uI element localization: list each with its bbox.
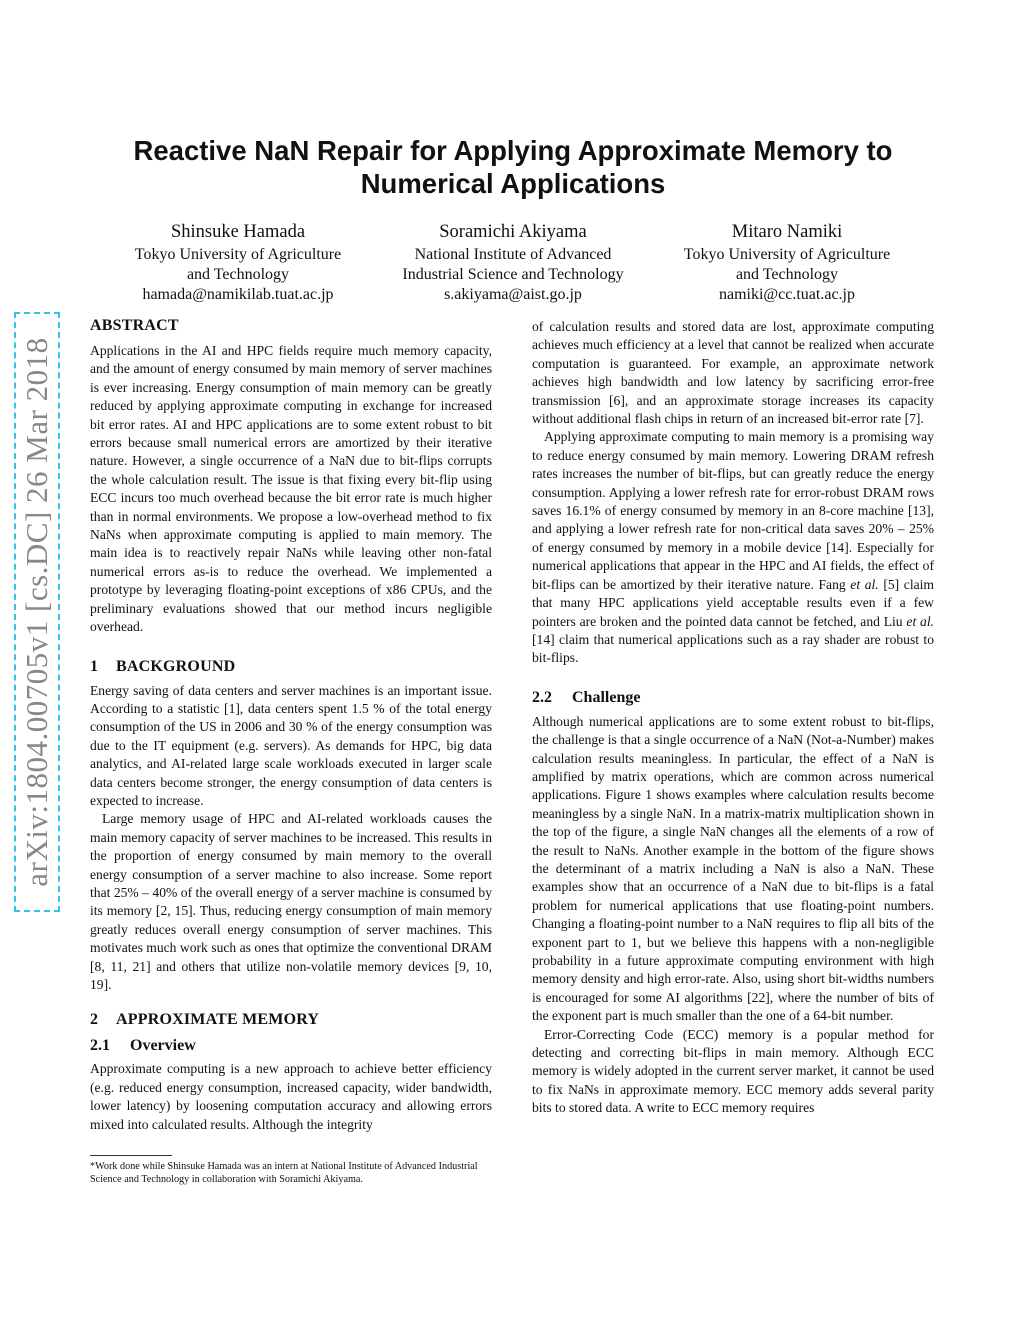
subsection-title: Challenge <box>572 688 641 706</box>
footnote-rule <box>90 1155 172 1156</box>
abstract-heading: ABSTRACT <box>90 317 179 334</box>
author-email: s.akiyama@aist.go.jp <box>444 286 582 303</box>
author-affiliation: and Technology <box>186 266 290 283</box>
author-affiliation: Tokyo University of Agriculture <box>683 246 891 263</box>
section-heading <box>90 1010 492 1030</box>
author-affiliation: and Technology <box>735 266 839 283</box>
section-title: APPROXIMATE MEMORY <box>116 1011 320 1029</box>
paragraph: of calculation results and stored data are lost, approximate computing achieves much efficiency at a level that cannot be realized when accurate computation is guaranteed. For example, an approximate network achieves high bandwidth and low latency by sacrificing error-free transmission [6], and an approximate storage increases its capacity without additional flash chips in return of an increased bit-error rate [7]. <box>532 319 934 427</box>
subsection-title: Overview <box>130 1037 196 1055</box>
paragraph: Although numerical applications are to some extent robust to bit-flips, the challenge is that a single occurrence of a NaN (Not-a-Number) makes calculation results meaningless. In particular, the effect of a NaN is amplified by matrix operations, which are common across numerical applications. Figure 1 shows examples where calculation results become meaningless by a single NaN. In a matrix-matrix multiplication shown in the top of the figure, a single NaN changes all the elements of a row of the result to NaNs. Another example in the bottom of the figure shows the determinant of a matrix including a NaN is also a NaN. These examples show that an occurrence of a NaN due to bit-flips is a fatal problem for numerical applications that use floating-point numbers. Changing a floating-point number to a NaN requires to flip all bits of the exponent part to 1, but we believe this happens with a non-negligible probability in a future approximate computing environment with high memory density and high error-rate. Also, using short bit-widths numbers is encouraged for some AI algorithms [22], where the number of bits of the exponent part is much smaller than the one of a 64-bit number. <box>532 713 934 1024</box>
author-name: Mitaro Namiki <box>731 222 843 242</box>
arxiv-identifier: arXiv:1804.00705v1 [cs.DC] 26 Mar 2018 <box>19 337 54 887</box>
section-number: 1 <box>90 657 99 675</box>
et-al: et al. <box>850 576 879 592</box>
author-affiliation: Tokyo University of Agriculture <box>134 246 342 263</box>
author-affiliation: National Institute of Advanced <box>414 246 612 263</box>
author-email: hamada@namikilab.tuat.ac.jp <box>142 286 334 303</box>
subsection-number: 2.1 <box>90 1037 110 1055</box>
left-column <box>90 316 492 1134</box>
et-al: et al. <box>906 613 934 629</box>
author-email: namiki@cc.tuat.ac.jp <box>718 286 855 303</box>
footnote: *Work done while Shinsuke Hamada was an intern at National Institute of Advanced Industrial Science and Technology in collaboration with Soramichi Akiyama. <box>90 1161 478 1185</box>
subsection-heading <box>90 1036 492 1056</box>
subsection-number: 2.2 <box>532 688 552 706</box>
section-title: BACKGROUND <box>116 657 236 675</box>
paragraph: Large memory usage of HPC and AI-related workloads causes the main memory capacity of server machines to be increased. This results in the proportion of energy consumed by main memory to the overall energy consumption of a server machine to also increase. Some report that 25% – 40% of the overall energy of a server machine is consumed by its memory [2, 15]. Thus, reducing energy consumption of main memory greatly reduces overall energy consumption of server machines. This motivates much work such as ones that optimize the conventional DRAM [8, 11, 21] and others that utilize non-volatile memory devices [9, 10, 19]. <box>90 811 492 992</box>
paragraph: Approximate computing is a new approach to achieve better efficiency (e.g. reduced energy consumption, increased capacity, wider bandwidth, lower latency) by loosening computation accuracy and allowing errors mixed into calculated results. Although the integrity <box>90 1061 492 1132</box>
paragraph: Applying approximate computing to main memory is a promising way to reduce energy consumed by main memory. Lowering DRAM refresh rates increases the number of bit-flips, but can greatly reduce the energy consumption. Applying a lower refresh rate for error-robust DRAM rows saves 16.1% of energy consumed by memory in an 8-core machine [13], and applying a lower refresh rate for non-critical data saves 20% – 25% of energy consumed by memory in a mobile device [14]. Especially for numerical applications that appear in the HPC and AI fields, the effect of bit-flips can be amortized by their iterative nature. Fang et al. [5] claim that many HPC applications yield acceptable results even if a few pointers are broken and the pointed data cannot be fetched, and Liu et al. [14] claim that numerical applications such as a ray shader are robust to bit-flips. <box>532 429 934 666</box>
author-affiliation: Industrial Science and Technology <box>402 266 624 283</box>
paper-title: Reactive NaN Repair for Applying Approximate Memory to Numerical Applications <box>133 135 893 199</box>
author-block-2 <box>363 220 663 305</box>
section-heading <box>90 657 492 677</box>
subsection-heading <box>532 688 934 708</box>
paragraph: Error-Correcting Code (ECC) memory is a popular method for detecting and correcting bit-flips in main memory. Although ECC memory is widely adopted in the current server market, it cannot be used to fix NaNs in approximate memory. ECC memory adds several parity bits to stored data. A write to ECC memory requires <box>532 1026 934 1116</box>
right-column <box>532 318 934 1118</box>
author-name: Soramichi Akiyama <box>439 222 587 242</box>
paragraph: Energy saving of data centers and server machines is an important issue. According to a statistic [1], data centers spent 1.5 % of the total energy consumption of the US in 2006 and 30 % of the energy consumption was due to the IT equipment (e.g. servers). As demands for HPC, big data analytics, and AI-related large scale workloads executed in larger scale data centers become stronger, the energy consumption of data centers is expected to increase. <box>90 682 492 808</box>
author-block-3 <box>637 220 937 305</box>
abstract-text: Applications in the AI and HPC fields require much memory capacity, and the amount of energy consumed by main memory of server machines is ever increasing. Energy consumption of main memory can be greatly reduced by applying approximate computing in exchange for increased bit error rates. AI and HPC applications are to some extent robust to bit errors because small numerical errors are amortized by their iterative nature. However, a single occurrence of a NaN due to bit-flips corrupts the whole calculation result. The issue is that fixing every bit-flip using ECC incurs too much overhead because the bit error rate is much higher than in normal environments. We propose a low-overhead method to fix NaNs when approximate computing is applied to main memory. The main idea is to reactively repair NaNs while leaving other non-fatal numerical errors as-is to reduce the overhead. We implemented a prototype by leveraging floating-point exceptions of x86 CPUs, and the preliminary evaluations showed that our method incurs negligible overhead. <box>90 343 492 635</box>
arxiv-stamp <box>14 312 60 912</box>
section-number: 2 <box>90 1011 99 1029</box>
author-name: Shinsuke Hamada <box>170 222 306 242</box>
author-block-1 <box>88 220 388 305</box>
